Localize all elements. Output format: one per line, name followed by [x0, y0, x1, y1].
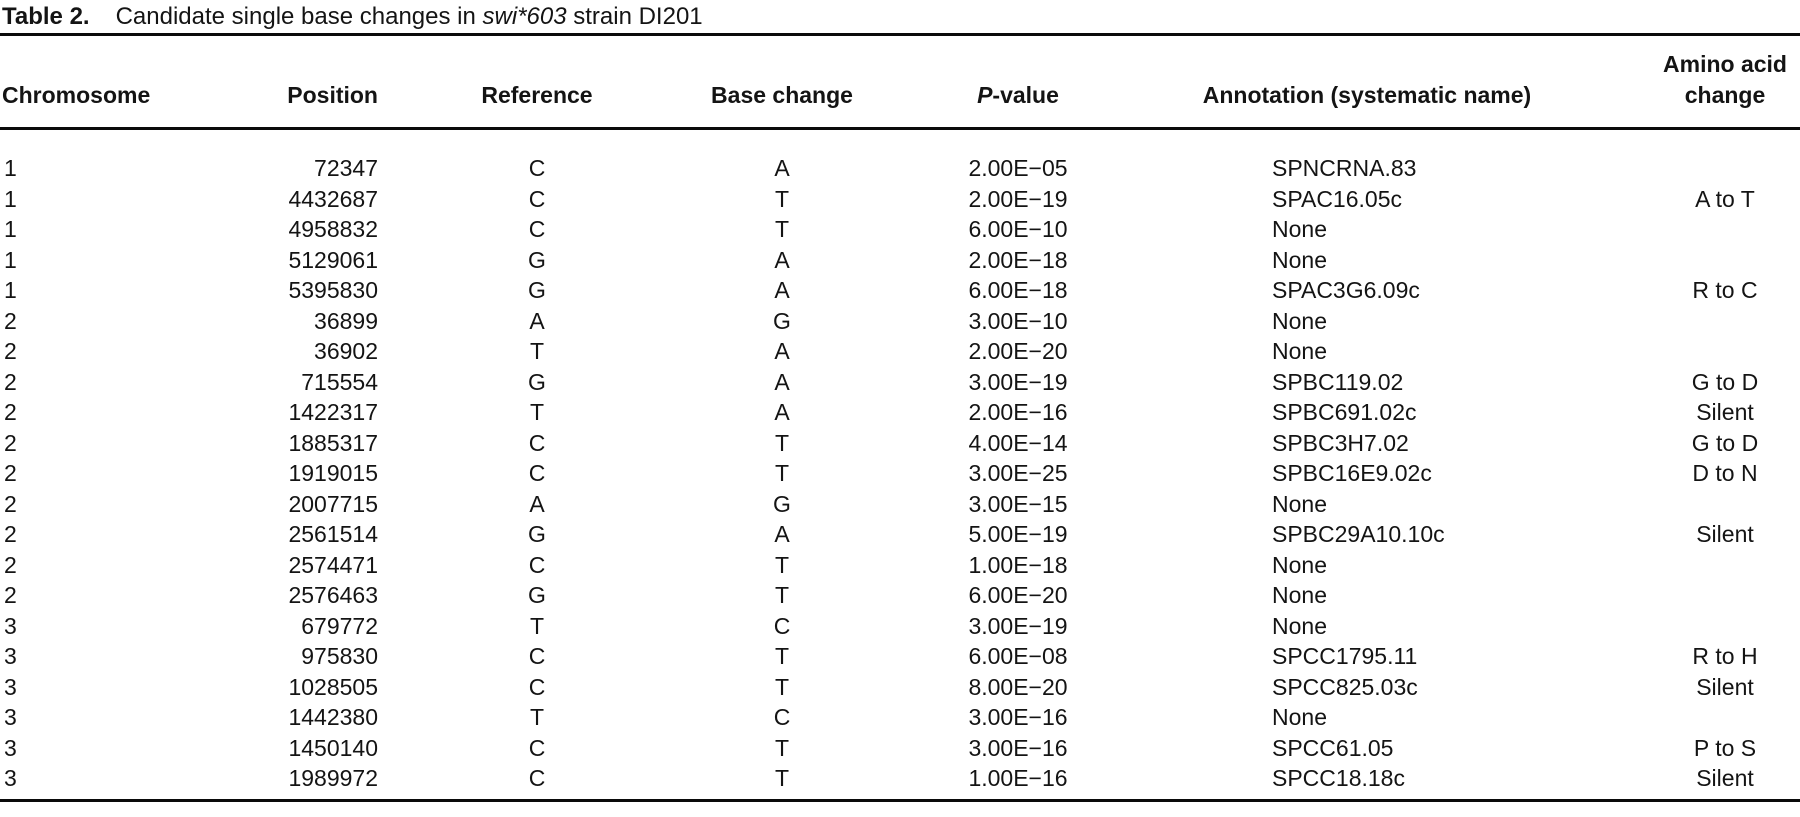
- cell-chromosome: 1: [4, 185, 17, 212]
- cell-position: 1989972: [288, 765, 378, 791]
- table-header: [0, 35, 1800, 129]
- cell-amino-acid-change: R to H: [1692, 643, 1758, 669]
- cell-base-change: A: [774, 277, 790, 303]
- cell-amino-acid-change: [1570, 306, 1800, 337]
- cell-p-value: 3.00E−25: [968, 460, 1068, 486]
- caption-text-post: strain DI201: [566, 3, 703, 30]
- cell-position: 36902: [314, 338, 378, 364]
- table-row: [0, 458, 1800, 489]
- cell-p-value: 2.00E−16: [968, 399, 1068, 425]
- cell-base-change: A: [774, 155, 790, 181]
- table-row: [0, 733, 1800, 764]
- cell-p-value: 6.00E−20: [968, 582, 1068, 608]
- cell-annotation: SPNCRNA.83: [1272, 155, 1417, 181]
- cell-reference: G: [528, 277, 546, 303]
- cell-amino-acid-change: [1570, 489, 1800, 520]
- cell-chromosome: 2: [4, 307, 17, 334]
- cell-position: 2561514: [288, 521, 378, 547]
- cell-amino-acid-change: Silent: [1696, 673, 1754, 700]
- cell-p-value: 3.00E−10: [968, 307, 1068, 334]
- cell-position: 5395830: [288, 277, 378, 303]
- col-header-base-change: Base change: [692, 35, 872, 129]
- cell-amino-acid-change: Silent: [1696, 399, 1754, 425]
- cell-annotation: None: [1272, 704, 1327, 730]
- cell-chromosome: 2: [4, 460, 17, 486]
- cell-p-value: 6.00E−18: [968, 277, 1068, 303]
- cell-annotation: None: [1272, 246, 1327, 273]
- cell-amino-acid-change: D to N: [1692, 460, 1758, 486]
- cell-position: 1919015: [288, 460, 378, 486]
- table-row: [0, 428, 1800, 459]
- cell-chromosome: 2: [4, 582, 17, 608]
- table-body: [0, 129, 1800, 801]
- cell-chromosome: 2: [4, 490, 17, 517]
- cell-annotation: None: [1272, 551, 1327, 578]
- cell-reference: C: [528, 460, 546, 486]
- table-row: [0, 641, 1800, 672]
- cell-amino-acid-change: A to T: [1695, 185, 1755, 212]
- cell-reference: C: [528, 216, 546, 242]
- cell-amino-acid-change: [1570, 702, 1800, 733]
- cell-base-change: A: [774, 399, 790, 425]
- cell-chromosome: 2: [4, 429, 17, 456]
- cell-annotation: SPBC29A10.10c: [1272, 521, 1445, 547]
- p-value-rest: -value: [992, 82, 1059, 108]
- cell-annotation: SPCC1795.11: [1272, 643, 1418, 669]
- cell-position: 1450140: [288, 734, 378, 761]
- cell-amino-acid-change: P to S: [1693, 734, 1757, 761]
- cell-annotation: None: [1272, 612, 1327, 639]
- cell-reference: T: [529, 704, 545, 730]
- cell-p-value: 1.00E−18: [968, 551, 1068, 578]
- cell-chromosome: 3: [4, 612, 17, 639]
- cell-reference: G: [528, 521, 546, 547]
- table-row: [0, 763, 1800, 800]
- table-row: [0, 702, 1800, 733]
- cell-p-value: 3.00E−16: [968, 734, 1068, 761]
- table-caption: [116, 3, 703, 30]
- cell-position: 1422317: [288, 399, 378, 425]
- header-row: [0, 35, 1800, 129]
- cell-chromosome: 1: [4, 246, 17, 273]
- cell-base-change: T: [774, 582, 790, 608]
- cell-chromosome: 2: [4, 521, 17, 547]
- cell-position: 4958832: [288, 216, 378, 242]
- cell-position: 72347: [314, 155, 378, 181]
- cell-amino-acid-change: [1570, 580, 1800, 611]
- amino-acid-line2: change: [1684, 82, 1766, 108]
- cell-p-value: 8.00E−20: [968, 673, 1068, 700]
- cell-annotation: SPCC61.05: [1272, 734, 1394, 761]
- cell-chromosome: 3: [4, 734, 17, 761]
- cell-base-change: A: [774, 338, 790, 364]
- cell-p-value: 2.00E−05: [968, 155, 1068, 181]
- table-row: [0, 245, 1800, 276]
- cell-position: 5129061: [288, 246, 378, 273]
- cell-p-value: 2.00E−19: [968, 185, 1068, 212]
- table-row: [0, 367, 1800, 398]
- cell-base-change: G: [773, 490, 791, 517]
- col-header-reference: Reference: [382, 35, 692, 129]
- cell-reference: G: [528, 582, 546, 608]
- cell-annotation: SPBC3H7.02: [1272, 429, 1409, 456]
- cell-chromosome: 2: [4, 551, 17, 578]
- cell-amino-acid-change: [1570, 245, 1800, 276]
- cell-chromosome: 1: [4, 216, 17, 242]
- cell-annotation: None: [1272, 582, 1327, 608]
- cell-reference: C: [528, 155, 546, 181]
- table-row: [0, 519, 1800, 550]
- cell-amino-acid-change: R to C: [1692, 277, 1758, 303]
- cell-annotation: SPBC119.02: [1272, 368, 1404, 395]
- cell-reference: A: [529, 307, 545, 334]
- cell-base-change: T: [774, 185, 790, 212]
- table-title: [0, 0, 1800, 33]
- cell-p-value: 4.00E−14: [968, 429, 1068, 456]
- cell-reference: C: [528, 551, 546, 578]
- cell-position: 2007715: [288, 490, 378, 517]
- cell-chromosome: 1: [4, 155, 17, 181]
- cell-chromosome: 2: [4, 368, 17, 395]
- cell-p-value: 3.00E−15: [968, 490, 1068, 517]
- col-header-p-value: [872, 35, 1164, 129]
- cell-position: 1885317: [288, 429, 378, 456]
- cell-base-change: G: [773, 307, 791, 334]
- table-row: [0, 580, 1800, 611]
- cell-reference: A: [529, 490, 545, 517]
- cell-position: 1442380: [288, 704, 378, 730]
- cell-reference: G: [528, 368, 546, 395]
- cell-annotation: None: [1272, 216, 1327, 242]
- cell-chromosome: 1: [4, 277, 17, 303]
- cell-p-value: 5.00E−19: [968, 521, 1068, 547]
- cell-p-value: 6.00E−08: [968, 643, 1068, 669]
- cell-chromosome: 2: [4, 338, 17, 364]
- cell-base-change: T: [774, 429, 790, 456]
- cell-position: 975830: [301, 643, 378, 669]
- cell-base-change: C: [773, 612, 791, 639]
- cell-p-value: 6.00E−10: [968, 216, 1068, 242]
- cell-position: 2576463: [288, 582, 378, 608]
- cell-amino-acid-change: Silent: [1696, 521, 1754, 547]
- cell-p-value: 3.00E−16: [968, 704, 1068, 730]
- cell-base-change: T: [774, 216, 790, 242]
- table-row: [0, 672, 1800, 703]
- cell-p-value: 2.00E−20: [968, 338, 1068, 364]
- cell-reference: C: [528, 185, 546, 212]
- cell-chromosome: 3: [4, 704, 17, 730]
- cell-reference: C: [528, 734, 546, 761]
- cell-position: 36899: [314, 307, 378, 334]
- table-row: [0, 306, 1800, 337]
- cell-annotation: SPBC16E9.02c: [1272, 460, 1432, 486]
- cell-base-change: T: [774, 643, 790, 669]
- cell-reference: G: [528, 246, 546, 273]
- cell-amino-acid-change: [1570, 550, 1800, 581]
- cell-p-value: 3.00E−19: [968, 612, 1068, 639]
- cell-base-change: A: [774, 246, 790, 273]
- cell-chromosome: 3: [4, 673, 17, 700]
- cell-position: 679772: [301, 612, 378, 639]
- caption-strain-name: swi*603: [482, 3, 567, 30]
- table-row: [0, 550, 1800, 581]
- col-header-amino-acid-change: [1570, 35, 1800, 129]
- cell-base-change: T: [774, 551, 790, 578]
- cell-amino-acid-change: G to D: [1691, 368, 1759, 395]
- cell-amino-acid-change: [1570, 214, 1800, 245]
- cell-chromosome: 2: [4, 399, 17, 425]
- cell-reference: T: [529, 399, 545, 425]
- cell-annotation: SPAC3G6.09c: [1272, 277, 1420, 303]
- cell-position: 1028505: [288, 673, 378, 700]
- table-number-label: Table 2.: [2, 3, 90, 30]
- cell-p-value: 3.00E−19: [968, 368, 1068, 395]
- cell-amino-acid-change: [1570, 336, 1800, 367]
- cell-reference: C: [528, 673, 546, 700]
- cell-amino-acid-change: Silent: [1696, 765, 1754, 791]
- cell-reference: C: [528, 429, 546, 456]
- cell-chromosome: 3: [4, 643, 17, 669]
- cell-annotation: None: [1272, 307, 1327, 334]
- cell-reference: C: [528, 643, 546, 669]
- amino-acid-line1: Amino acid: [1663, 51, 1787, 77]
- cell-position: 715554: [301, 368, 378, 395]
- table-row: [0, 275, 1800, 306]
- cell-amino-acid-change: [1570, 611, 1800, 642]
- cell-base-change: T: [774, 460, 790, 486]
- cell-position: 2574471: [288, 551, 378, 578]
- cell-annotation: None: [1272, 490, 1327, 517]
- cell-base-change: A: [774, 521, 790, 547]
- caption-text-pre: Candidate single base changes in: [115, 3, 483, 30]
- table-row: [0, 489, 1800, 520]
- cell-reference: T: [529, 338, 545, 364]
- col-header-chromosome: Chromosome: [0, 35, 230, 129]
- cell-position: 4432687: [288, 185, 378, 212]
- cell-chromosome: 3: [4, 765, 17, 791]
- table-row: [0, 129, 1800, 184]
- cell-p-value: 1.00E−16: [968, 765, 1068, 791]
- cell-base-change: C: [773, 704, 791, 730]
- cell-annotation: SPCC18.18c: [1272, 765, 1405, 791]
- cell-annotation: SPBC691.02c: [1272, 399, 1417, 425]
- cell-base-change: T: [774, 765, 790, 791]
- table-row: [0, 611, 1800, 642]
- cell-base-change: A: [774, 368, 790, 395]
- cell-annotation: SPCC825.03c: [1272, 673, 1418, 700]
- cell-base-change: T: [774, 673, 790, 700]
- table-row: [0, 184, 1800, 215]
- table-row: [0, 214, 1800, 245]
- cell-base-change: T: [774, 734, 790, 761]
- cell-p-value: 2.00E−18: [968, 246, 1068, 273]
- table-row: [0, 336, 1800, 367]
- cell-amino-acid-change: G to D: [1691, 429, 1759, 456]
- cell-annotation: SPAC16.05c: [1272, 185, 1402, 212]
- col-header-annotation: Annotation (systematic name): [1164, 35, 1570, 129]
- col-header-position: Position: [230, 35, 382, 129]
- cell-amino-acid-change: [1570, 129, 1800, 184]
- cell-reference: T: [529, 612, 545, 639]
- table-row: [0, 397, 1800, 428]
- cell-reference: C: [528, 765, 546, 791]
- variants-table: [0, 33, 1800, 802]
- p-value-italic-p: P: [977, 82, 993, 108]
- cell-annotation: None: [1272, 338, 1327, 364]
